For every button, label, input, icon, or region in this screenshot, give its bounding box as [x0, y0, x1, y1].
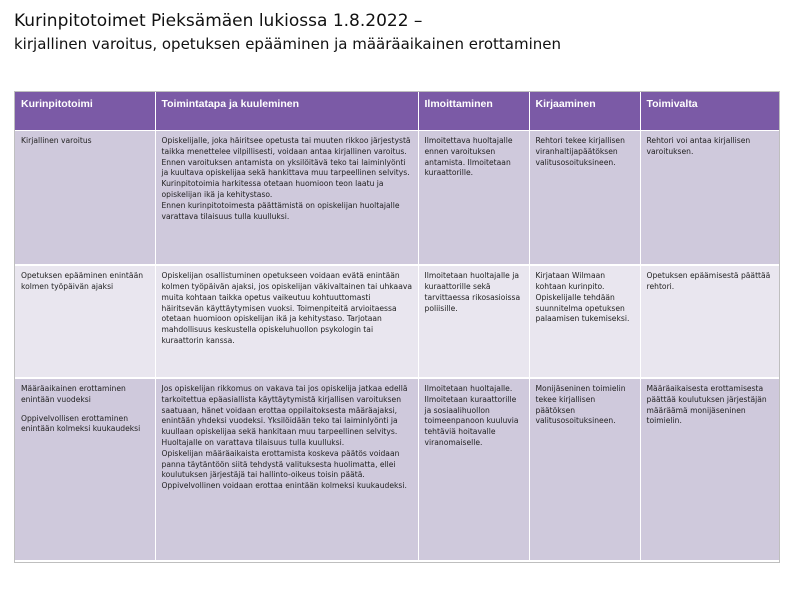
- cell-measure: [15, 378, 155, 561]
- cell-recording: [529, 265, 640, 378]
- cell-recording-text: Rehtori tekee kirjallisen viranhaltijapäätöksen valitusosoituksineen.: [535, 136, 625, 167]
- cell-authority-text: Määräaikaisesta erottamisesta päättää koulutuksen järjestäjän määräämä monijäseninen toimielin.: [646, 383, 767, 426]
- cell-measure-text: Määräaikainen erottaminen enintään vuodeksi: [21, 383, 126, 404]
- cell-notification: [418, 131, 529, 266]
- cell-authority: [640, 378, 779, 561]
- discipline-table: [14, 91, 780, 563]
- cell-notification-text: Ilmoitettava huoltajalle ennen varoituksen antamista. Ilmoitetaan kuraattorille.: [424, 136, 513, 178]
- column-header-recording: Kirjaaminen: [529, 92, 640, 131]
- column-header-procedure: Toimintatapa ja kuuleminen: [155, 92, 418, 131]
- cell-procedure-text: Opiskelijalle, joka häiritsee opetusta tai muuten rikkoo järjestystä taikka menettelee vilpillisesti, voidaan antaa kirjallinen varoitus. Ennen varoituksen antamista on yksilöitävä teko tai laiminlyönti ja kuultava opiskelijaa sekä hankittava muu tarpeellinen selvitys. Kurinpitotoimia harkitessa otetaan huomioon teon laatu ja opiskelijan ikä ja kehitystaso. Ennen kurinpitotoimesta päättämistä on opiskelijan huoltajalle varattava tilaisuus tulla kuulluksi.: [161, 136, 411, 221]
- cell-procedure: [155, 265, 418, 378]
- table-row: [15, 131, 779, 266]
- column-header-measure: Kurinpitotoimi: [15, 92, 155, 131]
- page-title: [14, 10, 774, 54]
- cell-notification-text: Ilmoitetaan huoltajalle ja kuraattorille sekä tarvittaessa rikosasioissa poliisille.: [424, 271, 521, 313]
- cell-procedure: [155, 131, 418, 266]
- cell-notification-text: Ilmoitetaan huoltajalle. Ilmoitetaan kuraattorille ja sosiaalihuollon toimeenpanoon kuuluvia tehtäviä hoitavalle viranomaiselle.: [424, 383, 519, 447]
- cell-recording: [529, 131, 640, 266]
- cell-recording-text: Monijäseninen toimielin tekee kirjallisen päätöksen valitusosoituksineen.: [535, 383, 626, 426]
- cell-measure-text: Kirjallinen varoitus: [21, 136, 92, 145]
- cell-authority-text: Opetuksen epäämisestä päättää rehtori.: [646, 271, 771, 292]
- discipline-table-grid: [15, 92, 779, 562]
- cell-authority: [640, 265, 779, 378]
- cell-procedure-text: Opiskelijan osallistuminen opetukseen voidaan evätä enintään kolmen työpäivän ajaksi, jos opiskelijan väkivaltainen tai uhkaava muita kohtaan taikka opetus vaikeutuu kohtuuttomasti häiritsevän käyttäytymisen vuoksi. Toimenpiteitä arvioitaessa otetaan huomioon opiskelijan ikä ja kehitystaso. Tarjotaan mahdollisuus keskustella opiskeluhuollon psykologin tai kuraattorin kanssa.: [161, 271, 412, 346]
- cell-notification: [418, 378, 529, 561]
- column-header-authority: Toimivalta: [640, 92, 779, 131]
- cell-measure-text: Opetuksen epääminen enintään kolmen työpäivän ajaksi: [21, 271, 144, 292]
- cell-authority: [640, 131, 779, 266]
- title-line-2: kirjallinen varoitus, opetuksen epääminen ja määräaikainen erottaminen: [14, 35, 561, 53]
- cell-measure: [15, 265, 155, 378]
- cell-recording: [529, 378, 640, 561]
- table-header-row: [15, 92, 779, 131]
- cell-recording-text: Kirjataan Wilmaan kohtaan kurinpito. Opiskelijalle tehdään suunnitelma opetuksen palaamisen tukemiseksi.: [535, 271, 630, 324]
- title-line-1: Kurinpitotoimet Pieksämäen lukiossa 1.8.2022 –: [14, 11, 423, 31]
- cell-authority-text: Rehtori voi antaa kirjallisen varoituksen.: [646, 136, 751, 156]
- cell-procedure: [155, 378, 418, 561]
- cell-gap: [21, 406, 150, 414]
- cell-measure: [15, 131, 155, 266]
- cell-procedure-text: Jos opiskelijan rikkomus on vakava tai jos opiskelija jatkaa edellä tarkoitettua epäasiallista käyttäytymistä kirjallisen varoituksen saatuaan, hänet voidaan erottaa oppilaitoksesta määräajaksi, enintään yhdeksi vuodeksi. Yksilöidään teko tai laiminlyönti ja kuullaan opiskelijaa sekä hankitaan muu tarpeellinen selvitys. Huoltajalle on varattava tilaisuus tulla kuulluksi. Opiskelijan määräaikaista erottamista koskeva päätös voidaan panna täytäntöön siitä tehdystä valituksesta huolimatta, ellei koulutuksen järjestäjä tai hallinto-oikeus toisin päätä. Oppivelvollinen voidaan erottaa enintään kolmeksi kuukaudeksi.: [161, 383, 408, 491]
- column-header-notification: Ilmoittaminen: [418, 92, 529, 131]
- cell-notification: [418, 265, 529, 378]
- cell-measure-extra-text: Oppivelvollisen erottaminen enintään kolmeksi kuukaudeksi: [21, 413, 141, 434]
- table-row: [15, 265, 779, 378]
- table-row: [15, 378, 779, 561]
